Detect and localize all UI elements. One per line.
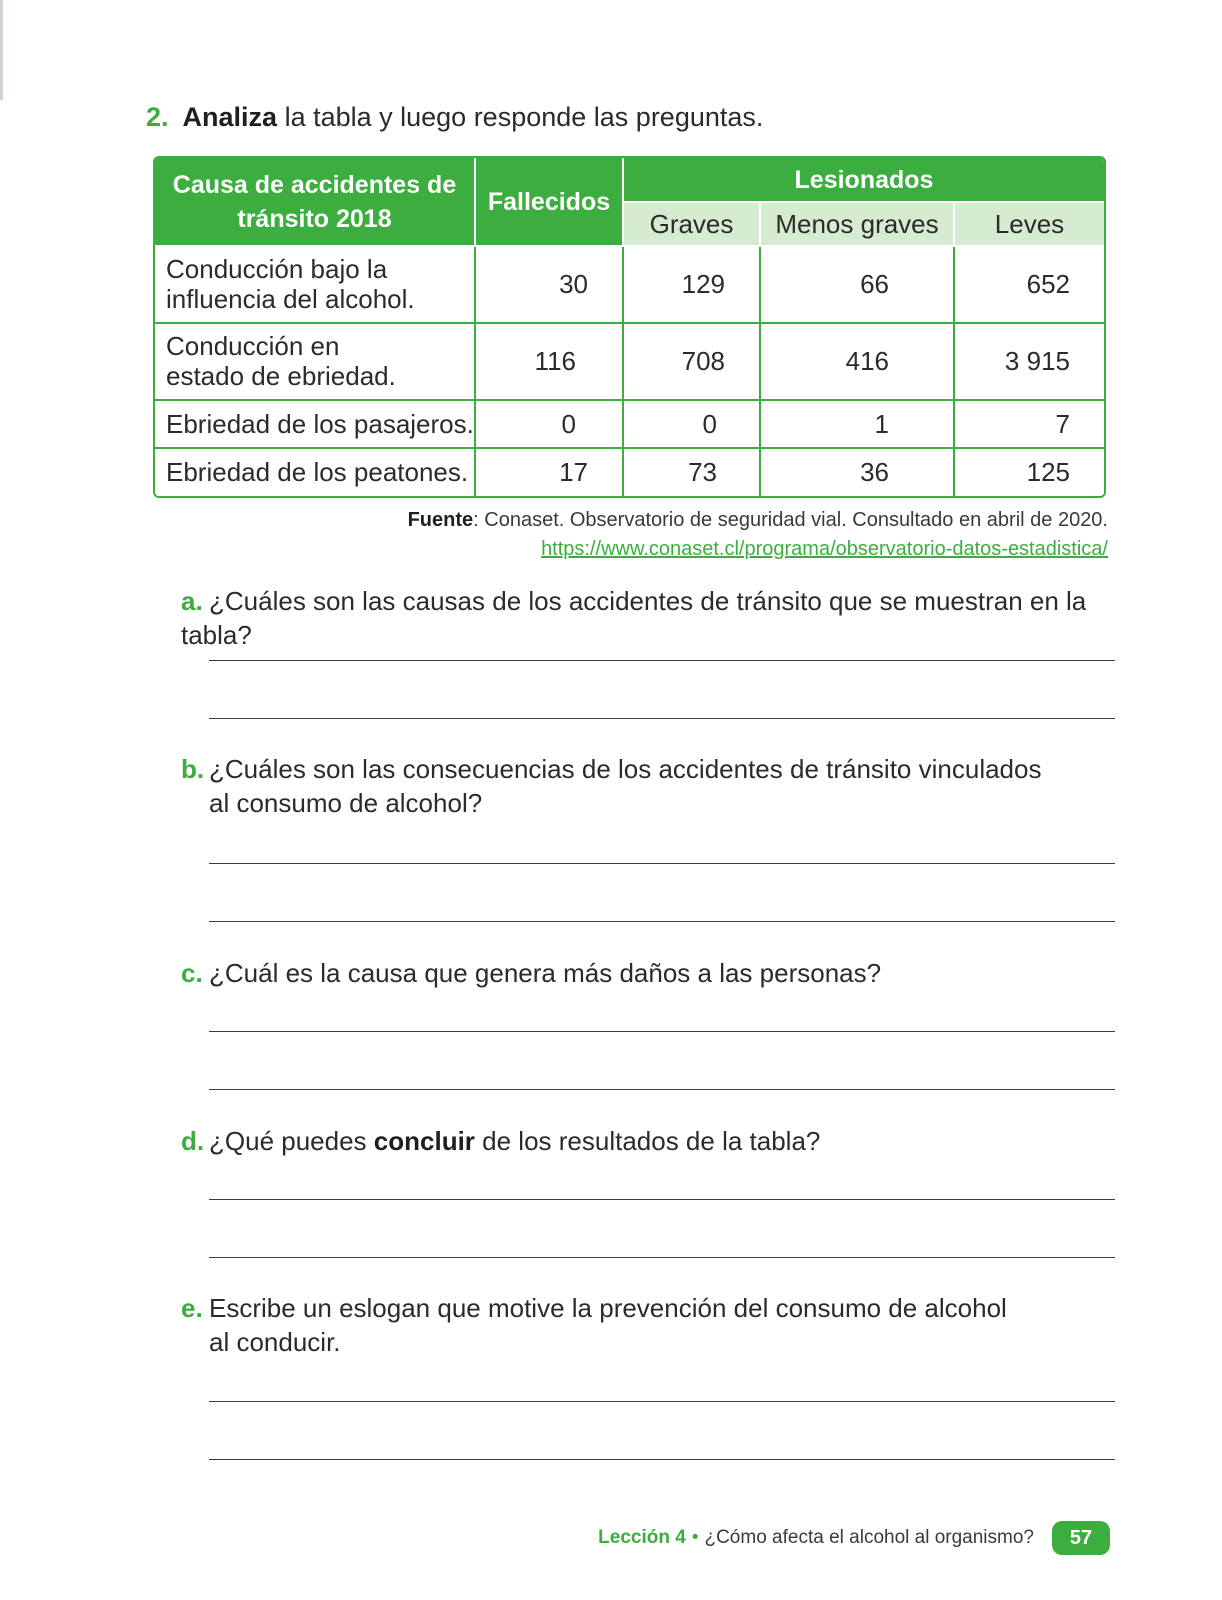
table-row <box>155 246 1104 323</box>
question-d <box>181 1124 1121 1158</box>
cell-deaths: 116 <box>475 323 623 400</box>
cell-less-severe: 36 <box>760 448 954 496</box>
question-text-end: de los resultados de la tabla? <box>474 1126 821 1156</box>
header-minor: Leves <box>954 202 1104 246</box>
table-row <box>155 400 1104 448</box>
question-e <box>181 1291 1121 1359</box>
answer-line[interactable] <box>209 718 1115 719</box>
source-text: : Conaset. Observatorio de seguridad vial. Consultado en abril de 2020. <box>473 509 1108 531</box>
question-text: Escribe un eslogan que motive la prevención del consumo de alcohol <box>209 1293 1007 1323</box>
footer-title: ¿Cómo afecta el alcohol al organismo? <box>704 1527 1034 1548</box>
cell-minor: 7 <box>954 400 1104 448</box>
cell-severe: 708 <box>623 323 760 400</box>
answer-line[interactable] <box>209 1199 1115 1200</box>
question-text: ¿Cuál es la causa que genera más daños a las personas? <box>209 958 882 988</box>
answer-line[interactable] <box>209 1031 1115 1032</box>
table-source <box>408 506 1108 564</box>
header-less-severe: Menos graves <box>760 202 954 246</box>
question-b <box>181 752 1121 820</box>
cell-severe: 73 <box>623 448 760 496</box>
header-cause: Causa de accidentes de tránsito 2018 <box>155 158 475 246</box>
table-row <box>155 323 1104 400</box>
footer-bullet: • <box>691 1527 699 1548</box>
cell-deaths: 17 <box>475 448 623 496</box>
header-deaths: Fallecidos <box>475 158 623 246</box>
header-injured: Lesionados <box>623 158 1104 202</box>
cell-severe: 129 <box>623 246 760 323</box>
header-severe: Graves <box>623 202 760 246</box>
cell-less-severe: 66 <box>760 246 954 323</box>
question-c <box>181 956 1121 990</box>
cell-minor: 125 <box>954 448 1104 496</box>
cell-cause: Conducción bajo la influencia del alcohol. <box>155 246 475 323</box>
cell-less-severe: 1 <box>760 400 954 448</box>
cell-deaths: 0 <box>475 400 623 448</box>
source-link[interactable]: https://www.conaset.cl/programa/observatorio-datos-estadistica/ <box>541 538 1108 560</box>
question-text: ¿Qué puedes <box>209 1126 374 1156</box>
source-label: Fuente <box>407 509 474 531</box>
answer-line[interactable] <box>209 921 1115 922</box>
exercise-verb: Analiza <box>182 102 278 132</box>
cell-cause: Ebriedad de los pasajeros. <box>155 400 475 448</box>
cell-less-severe: 416 <box>760 323 954 400</box>
page-edge-mark <box>0 0 3 100</box>
question-bold-word: concluir <box>373 1126 475 1156</box>
answer-line[interactable] <box>209 1459 1115 1460</box>
question-letter: b. <box>181 754 205 784</box>
cell-severe: 0 <box>623 400 760 448</box>
cell-minor: 652 <box>954 246 1104 323</box>
question-letter: d. <box>181 1126 205 1156</box>
question-text-cont: al consumo de alcohol? <box>209 788 483 818</box>
cell-minor: 3 915 <box>954 323 1104 400</box>
question-a <box>181 584 1121 652</box>
question-text: ¿Cuáles son las causas de los accidentes de tránsito que se muestran en la tabla? <box>181 586 1087 650</box>
question-text-cont: al conducir. <box>209 1327 341 1357</box>
answer-line[interactable] <box>209 1257 1115 1258</box>
question-text: ¿Cuáles son las consecuencias de los accidentes de tránsito vinculados <box>209 754 1042 784</box>
question-letter: a. <box>181 586 203 616</box>
question-letter: e. <box>181 1293 203 1323</box>
exercise-text: la tabla y luego responde las preguntas. <box>277 102 764 132</box>
answer-line[interactable] <box>209 1401 1115 1402</box>
answer-line[interactable] <box>209 863 1115 864</box>
table-row <box>155 448 1104 496</box>
cell-cause: Conducción en estado de ebriedad. <box>155 323 475 400</box>
cell-deaths: 30 <box>475 246 623 323</box>
page-number: 57 <box>1052 1521 1110 1555</box>
question-letter: c. <box>181 958 203 988</box>
exercise-number: 2. <box>146 102 169 132</box>
accidents-table <box>153 156 1106 498</box>
answer-line[interactable] <box>209 660 1115 661</box>
footer-lesson: Lección 4 <box>598 1527 686 1548</box>
cell-cause: Ebriedad de los peatones. <box>155 448 475 496</box>
answer-line[interactable] <box>209 1089 1115 1090</box>
exercise-instruction <box>146 100 763 134</box>
page-footer <box>598 1521 1110 1555</box>
